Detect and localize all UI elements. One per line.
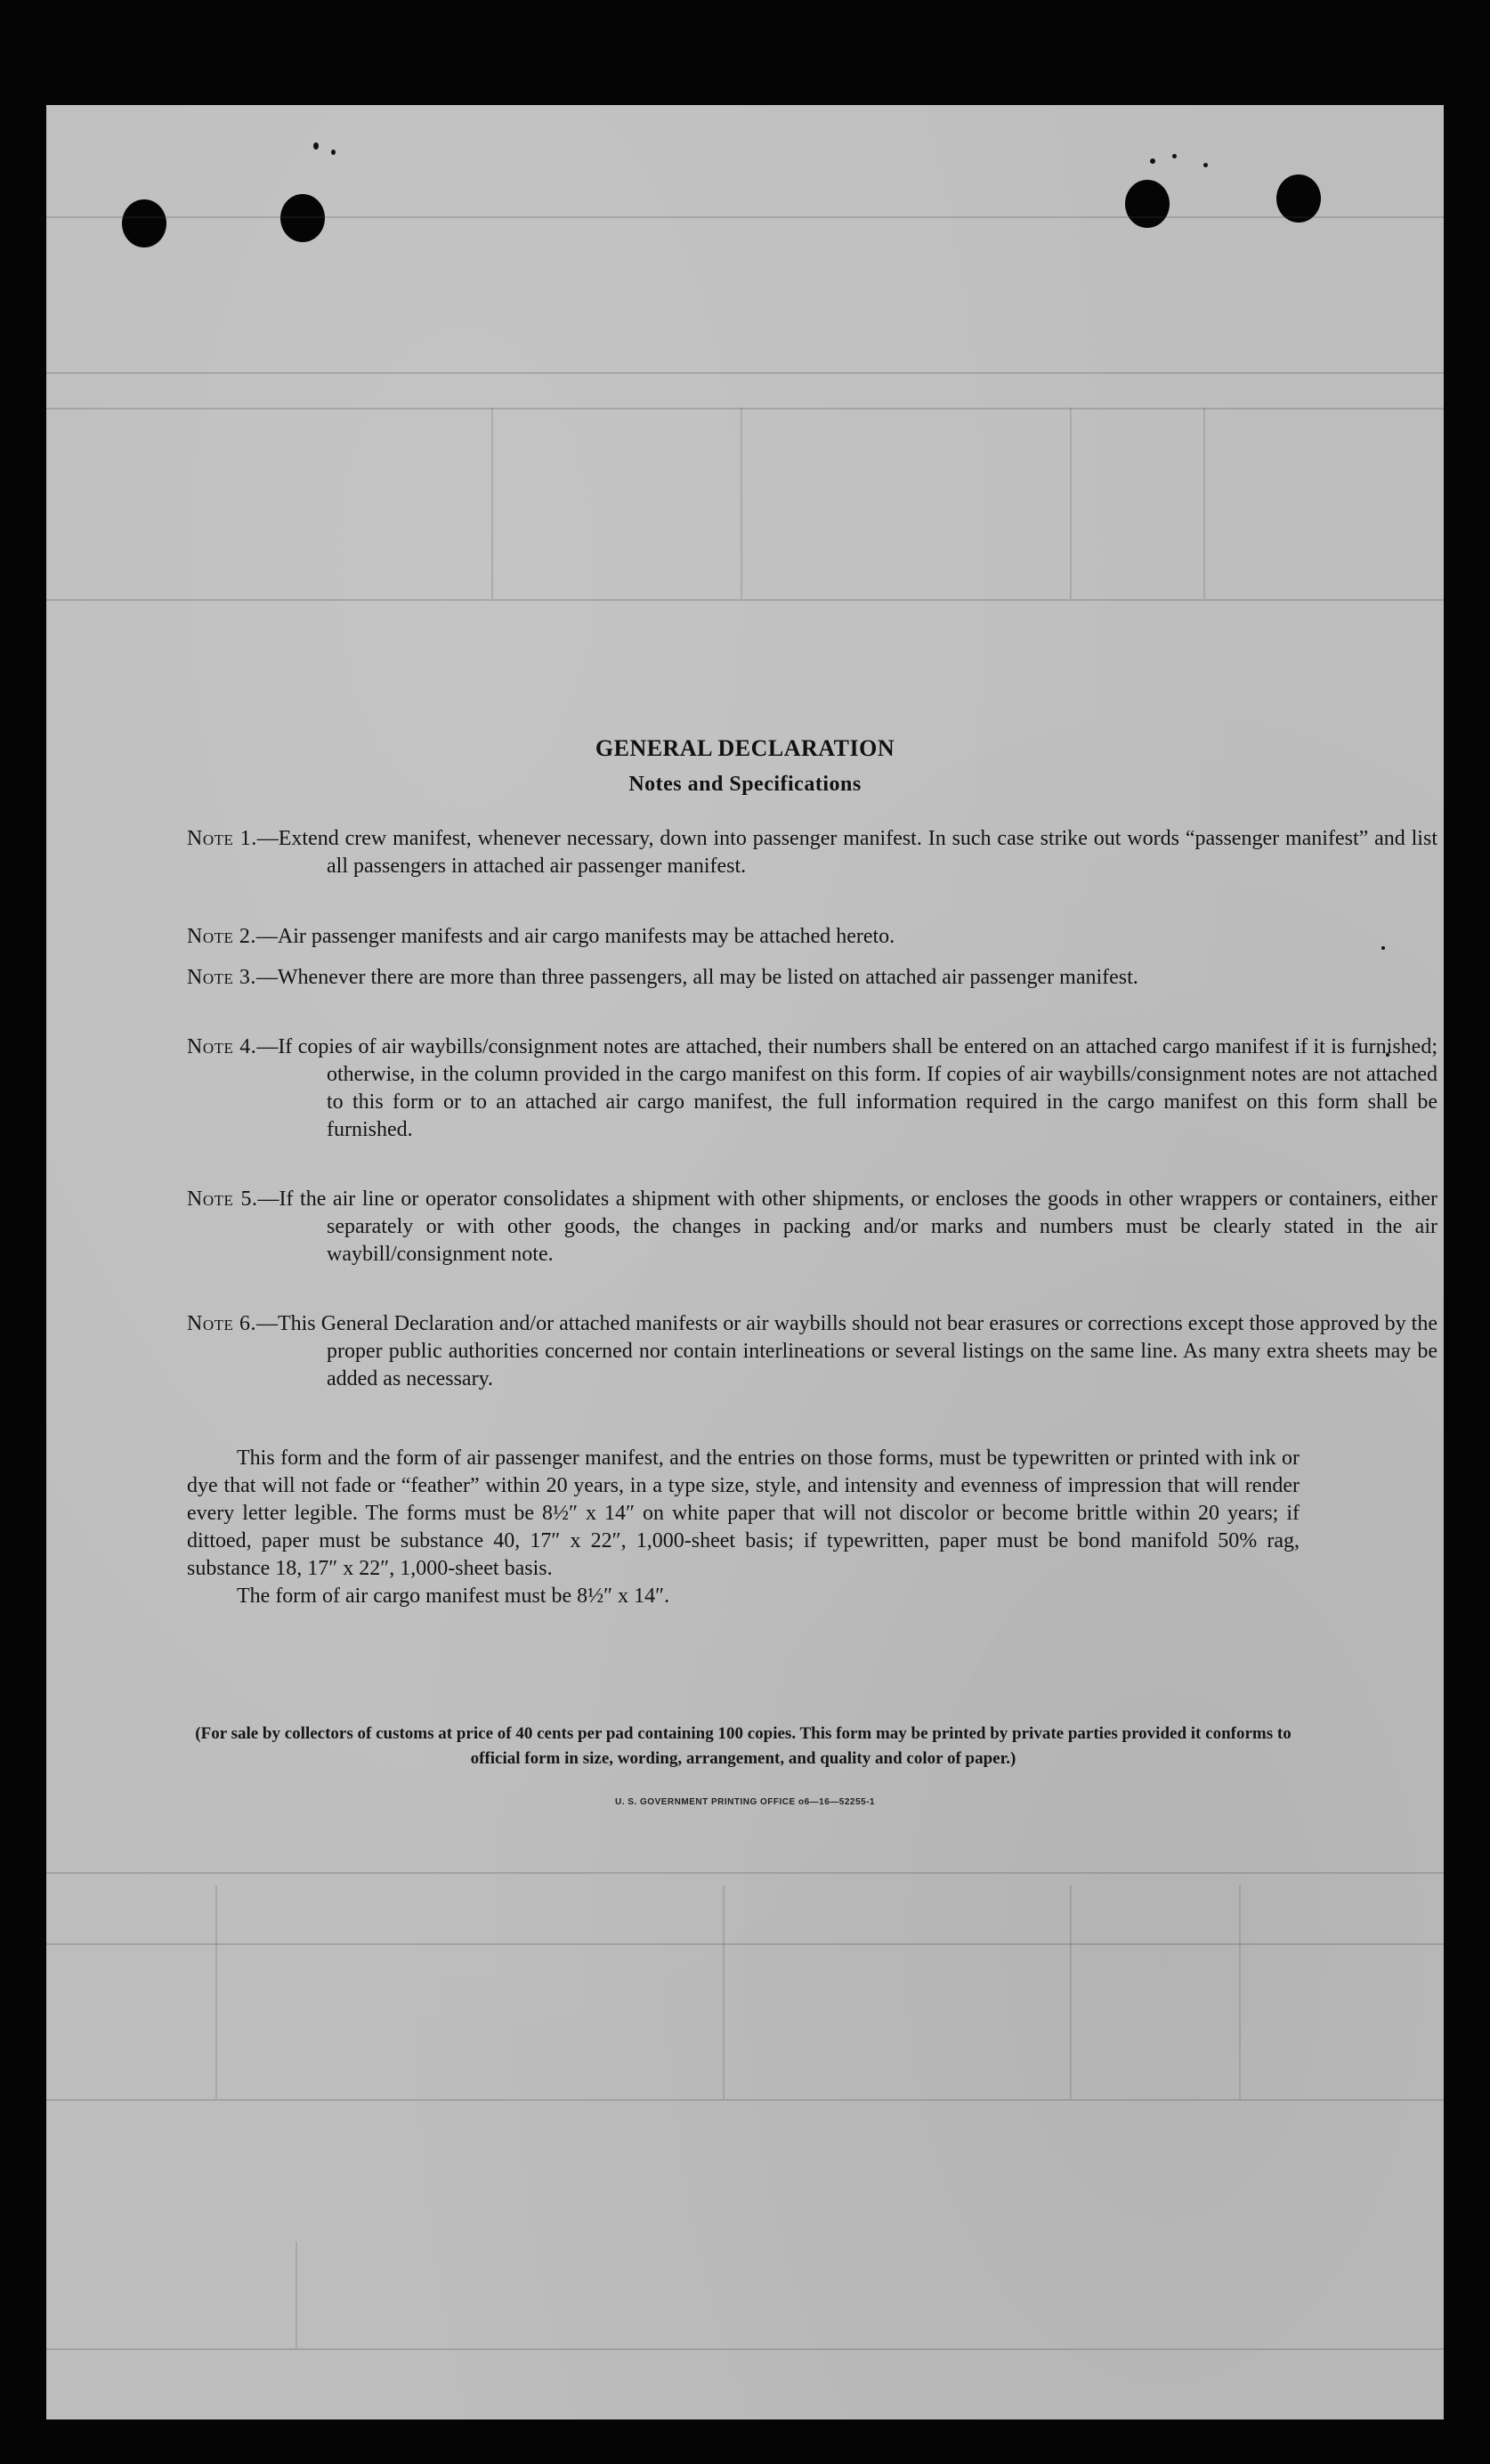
note-text: —This General Declaration and/or attached manifests or air waybills should not bear erasures or corrections except those approved by the proper public authorities concerned nor contain interlineations or several listings on the same line. As many extra sheets may be added as necessary. [255, 1312, 1437, 1390]
bleed-through-line [491, 408, 493, 599]
bleed-through-line [46, 1943, 1444, 1945]
note-label: Note 6. [187, 1312, 256, 1335]
note-label: Note 2. [187, 925, 256, 948]
page-title: GENERAL DECLARATION [595, 735, 895, 761]
note-label: Note 3. [187, 966, 256, 989]
speck [331, 150, 336, 155]
bleed-through-line [46, 2099, 1444, 2101]
bleed-through-line [46, 1872, 1444, 1874]
cargo-manifest-size: The form of air cargo manifest must be 8½″ x 14″. [237, 1585, 670, 1608]
bleed-through-line [46, 408, 1444, 409]
note-label: Note 5. [187, 1187, 258, 1211]
punch-hole [1276, 174, 1321, 223]
bleed-through-line [1070, 408, 1072, 599]
speck [313, 142, 319, 150]
note-label: Note 4. [187, 1035, 257, 1058]
speck [1203, 163, 1208, 167]
form-specification-text: This form and the form of air passenger manifest, and the entries on those forms, must be typewritten or printed with ink or dye that will not fade or “feather” within 20 years, in a type size, style, and intensity and evenness of impression that will render every letter legible. The forms must be 8½″ x 14″ on white paper that will not discolor or become brittle within 20 years; if dittoed, paper must be substance 40, 17″ x 22″, 1,000-sheet basis; if typewritten, paper must be bond manifold 50% rag, substance 18, 17″ x 22″, 1,000-sheet basis. [187, 1447, 1300, 1580]
note-3 [187, 964, 1437, 992]
printing-office-line: U. S. GOVERNMENT PRINTING OFFICE o6—16—52255-1 [615, 1797, 875, 1807]
speck [1150, 158, 1155, 164]
punch-hole [1125, 180, 1170, 228]
bleed-through-line [1239, 1885, 1241, 2099]
note-2 [187, 923, 1437, 951]
note-text: —Whenever there are more than three passengers, all may be listed on attached air passenger manifest. [255, 966, 1138, 989]
bleed-through-line [296, 2241, 297, 2348]
page-subtitle: Notes and Specifications [628, 773, 862, 796]
speck [1172, 154, 1177, 158]
note-text: —If copies of air waybills/consignment notes are attached, their numbers shall be entered on an attached cargo manifest if it is furnished; otherwise, in the column provided in the cargo manifest on this form. If copies of air waybills/consignment notes are not attached to this form or to an attached air cargo manifest, the full information required in the cargo manifest on this form shall be furnished. [256, 1035, 1437, 1141]
form-specification-paragraph [187, 1445, 1300, 1610]
note-label: Note 1. [187, 827, 257, 850]
note-text: —Air passenger manifests and air cargo manifests may be attached hereto. [255, 925, 895, 948]
punch-hole [122, 199, 166, 247]
sale-note: (For sale by collectors of customs at price of 40 cents per pad containing 100 copies. This form may be printed by private parties provided it conforms to official form in size, wording, arrangement, and quality and color of paper.) [195, 1724, 1292, 1768]
bleed-through-line [46, 372, 1444, 374]
note-text: —If the air line or operator consolidates a shipment with other shipments, or encloses the goods in other wrappers or containers, either separately or with other goods, the changes in packing and/or marks and numbers must be clearly stated in the air waybill/consignment note. [257, 1187, 1437, 1266]
bleed-through-line [1070, 1885, 1072, 2099]
note-text: —Extend crew manifest, whenever necessary, down into passenger manifest. In such case strike out words “passenger manifest” and list all passengers in attached air passenger manifest. [256, 827, 1437, 878]
bleed-through-line [215, 1885, 217, 2099]
bleed-through-line [46, 2348, 1444, 2350]
note-5 [187, 1186, 1437, 1268]
bleed-through-line [741, 408, 742, 599]
note-6 [187, 1310, 1437, 1393]
bleed-through-line [46, 216, 1444, 218]
bleed-through-line [723, 1885, 725, 2099]
punch-hole [280, 194, 325, 242]
note-4 [187, 1033, 1437, 1144]
note-1 [187, 825, 1437, 880]
bleed-through-line [1203, 408, 1205, 599]
bleed-through-line [46, 599, 1444, 601]
